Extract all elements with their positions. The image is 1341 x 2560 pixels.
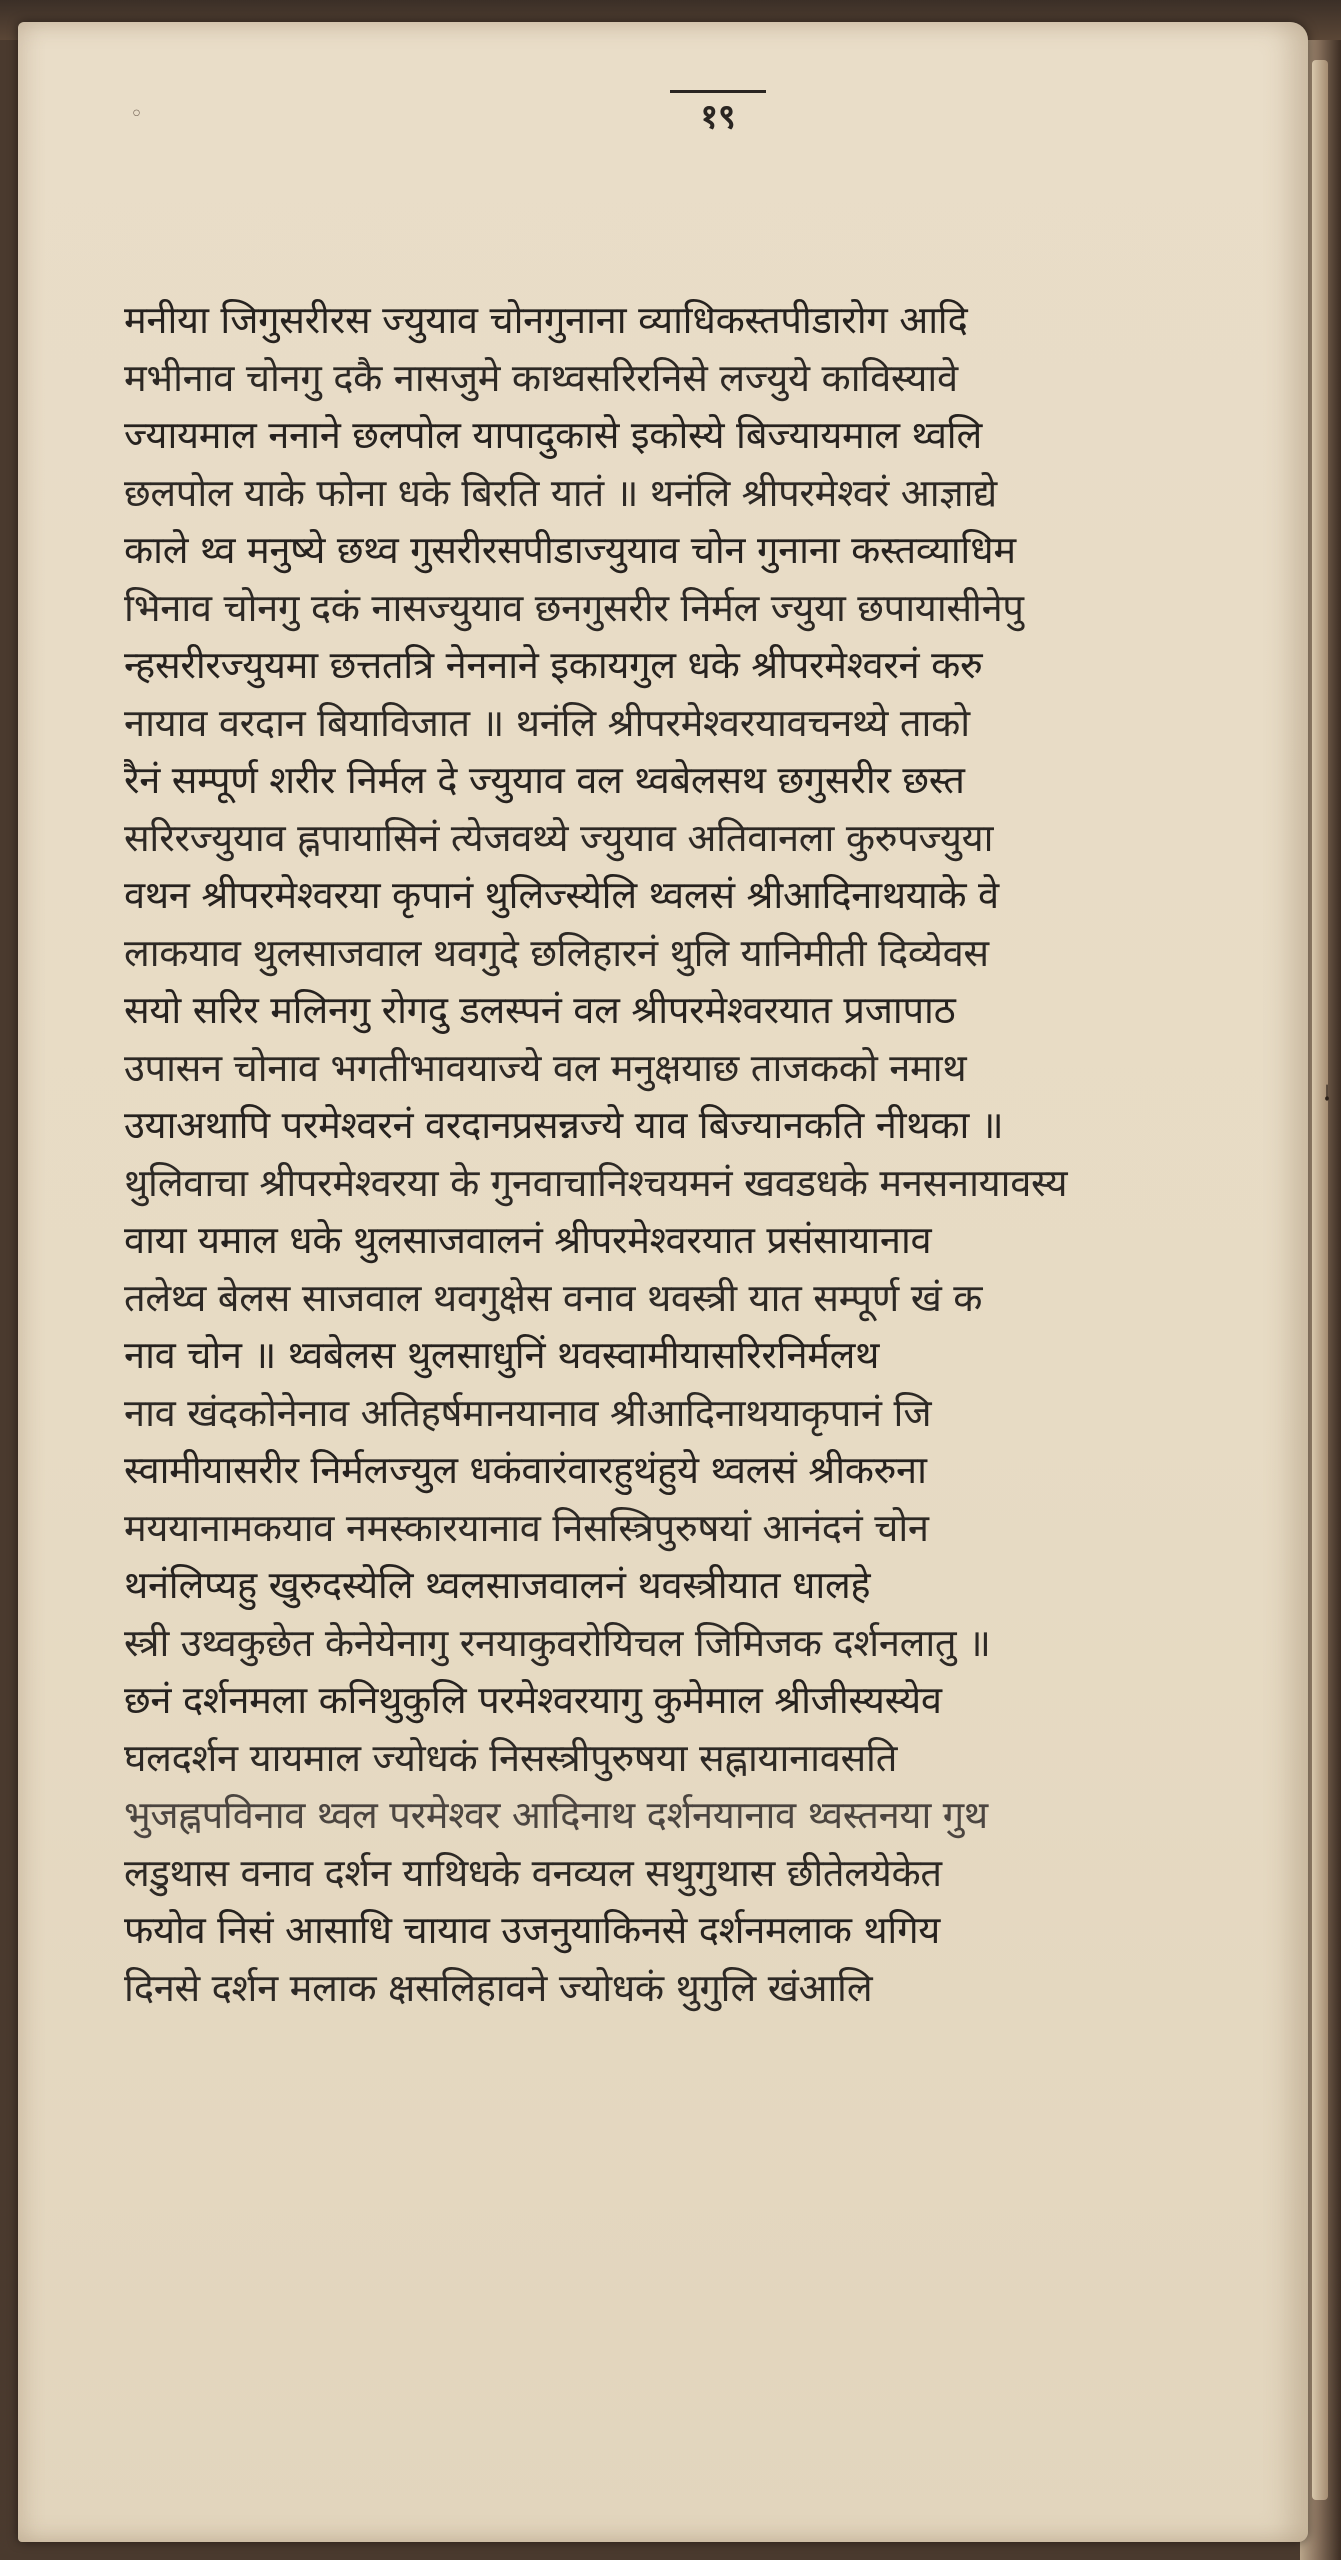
margin-mark: ᛍ: [1318, 1080, 1336, 1115]
text-line: न्हसरीरज्युयमा छत्ततत्रि नेननाने इकायगुल धके श्रीपरमेश्वरनं करु: [124, 643, 983, 687]
text-line: लडुथास वनाव दर्शन याथिधके वनव्यल सथुगुथास छीतेलयेकेत: [124, 1850, 942, 1895]
text-line: उयाअथापि परमेश्वरनं वरदानप्रसन्नज्ये याव बिज्यानकति नीथका ॥: [124, 1103, 1004, 1147]
text-line: घलदर्शन यायमाल ज्योधकं निसस्त्रीपुरुषया सह्नायानावसति: [124, 1735, 898, 1780]
text-line: काले थ्व मनुष्ये छथ्व गुसरीरसपीडाज्युयाव चोन गुनाना कस्तव्याधिम: [124, 528, 1016, 572]
text-line: वथन श्रीपरमेश्वरया कृपानं थुलिज्स्येलि थ्वलसं श्रीआदिनाथयाके वे: [124, 873, 999, 917]
text-line: स्वामीयासरीर निर्मलज्युल धकंवारंवारहुथंहुये थ्वलसं श्रीकरुना: [124, 1448, 927, 1492]
text-line: थनंलिप्यहु खुरुदस्येलि थ्वलसाजवालनं थवस्त्रीयात धालहे: [124, 1563, 871, 1607]
text-line: दिनसे दर्शन मलाक क्षसलिहावने ज्योधकं थुगुलि खंआलि: [124, 1965, 873, 2010]
text-line: भिनाव चोनगु दकं नासज्युयाव छनगुसरीर निर्मल ज्युया छपायासीनेपु: [124, 585, 1024, 630]
text-line: मभीनाव चोनगु दकै नासजुमे काथ्वसरिरनिसे लज्युये काविस्यावे: [124, 355, 958, 400]
text-line: नाव खंदकोनेनाव अतिहर्षमानयानाव श्रीआदिनाथयाकृपानं जि: [124, 1390, 932, 1435]
text-line: भुजह्नपविनाव थ्वल परमेश्वर आदिनाथ दर्शनयानाव थ्वस्तनया गुथ: [124, 1793, 988, 1837]
text-line: थुलिवाचा श्रीपरमेश्वरया के गुनवाचानिश्चयमनं खवडधके मनसनायावस्य: [124, 1160, 1068, 1205]
text-line: वाया यमाल धके थुलसाजवालनं श्रीपरमेश्वरयात प्रसंसायानाव: [124, 1218, 932, 1262]
text-line: लाकयाव थुलसाजवाल थवगुदे छलिहारनं थुलि यानिमीती दिव्येवस: [124, 930, 989, 975]
page-number: १९: [658, 92, 778, 138]
text-line: रैनं सम्पूर्ण शरीर निर्मल दे ज्युयाव वल थ्वबेलसथ छगुसरीर छस्त: [124, 758, 965, 802]
text-line: छलपोल याके फोना धके बिरति यातं ॥ थनंलि श्रीपरमेश्वरं आज्ञाद्ये: [124, 470, 997, 515]
text-line: मययानामकयाव नमस्कारयानाव निसस्त्रिपुरुषयां आनंदनं चोन: [124, 1505, 929, 1550]
corner-mark: ◦: [130, 102, 143, 127]
text-line: नायाव वरदान बियाविजात ॥ थनंलि श्रीपरमेश्वरयावचनथ्ये ताको: [124, 700, 970, 745]
text-line: तलेथ्व बेलस साजवाल थवगुक्षेस वनाव थवस्त्री यात सम्पूर्ण खं क: [124, 1275, 983, 1320]
text-line: ज्यायमाल ननाने छलपोल यापादुकासे इकोस्ये बिज्यायमाल थ्वलि: [124, 413, 983, 457]
text-line: नाव चोन ॥ थ्वबेलस थुलसाधुनिं थवस्वामीयासरिरनिर्मलथ: [124, 1333, 880, 1377]
text-line: फयोव निसं आसाधि चायाव उजनुयाकिनसे दर्शनमलाक थगिय: [124, 1908, 941, 1952]
manuscript-page: [18, 22, 1308, 2542]
manuscript-text: [124, 292, 1309, 2017]
text-line: उपासन चोनाव भगतीभावयाज्ये वल मनुक्षयाछ ताजकको नमाथ: [124, 1045, 967, 1090]
text-line: छनं दर्शनमला कनिथुकुलि परमेश्वरयागु कुमेमाल श्रीजीस्यस्येव: [124, 1678, 942, 1722]
text-line: सयो सरिर मलिनगु रोगदु डलस्पनं वल श्रीपरमेश्वरयात प्रजापाठ: [124, 988, 956, 1032]
text-line: मनीया जिगुसरीरस ज्युयाव चोनगुनाना व्याधिकस्तपीडारोग आदि: [124, 298, 968, 342]
page-stack-edge: [1312, 60, 1328, 2500]
text-line: सरिरज्युयाव ह्नपायासिनं त्येजवथ्ये ज्युयाव अतिवानला कुरुपज्युया: [124, 815, 994, 860]
text-line: स्त्री उथ्वकुछेत केनेयेनागु रनयाकुवरोयिचल जिमिजक दर्शनलातु ॥: [124, 1620, 991, 1665]
